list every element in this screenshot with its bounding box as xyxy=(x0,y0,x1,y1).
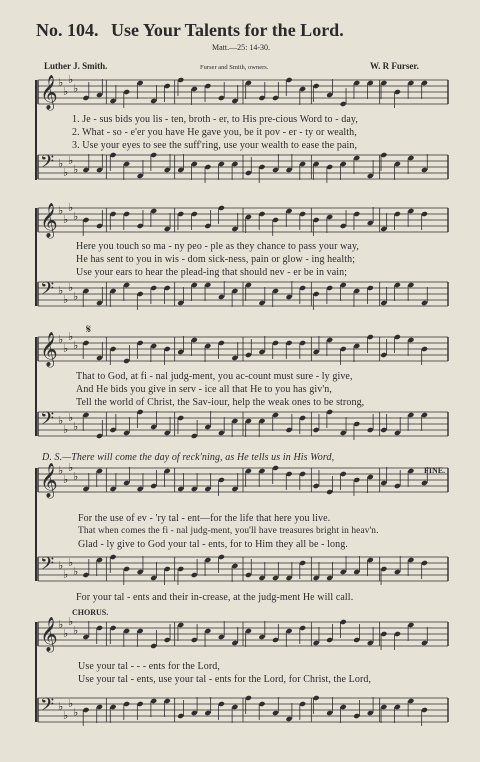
flat-sign-icon: ♭ xyxy=(63,568,69,581)
lyric-line: Tell the world of Christ, the Sav-iour, help the weak ones to be strong, xyxy=(76,397,365,408)
flat-sign-icon: ♭ xyxy=(73,339,79,352)
flat-sign-icon: ♭ xyxy=(73,163,79,176)
flat-sign-icon: ♭ xyxy=(58,76,64,89)
bass-clef-icon: 𝄢 xyxy=(40,152,55,177)
flat-sign-icon: ♭ xyxy=(63,627,69,640)
flat-sign-icon: ♭ xyxy=(58,284,64,297)
treble-clef-icon: 𝄞 xyxy=(40,75,58,110)
flat-sign-icon: ♭ xyxy=(58,333,64,346)
flat-sign-icon: ♭ xyxy=(73,290,79,303)
bass-clef-icon: 𝄢 xyxy=(40,409,55,434)
flat-sign-icon: ♭ xyxy=(68,461,74,474)
lyric-line: 3. Use your eyes to see the suff'ring, use your wealth to ease the pain, xyxy=(72,140,358,151)
lyric-line: Use your tal - - - ents for the Lord, xyxy=(78,661,220,672)
treble-clef-icon: 𝄞 xyxy=(40,332,58,367)
lyric-line: And He bids you give in serv - ice all that He to you has giv'n, xyxy=(76,384,332,395)
flat-sign-icon: ♭ xyxy=(58,464,64,477)
flat-sign-icon: ♭ xyxy=(68,154,74,167)
flat-sign-icon: ♭ xyxy=(68,281,74,294)
lyric-line: That to God, at fi - nal judg-ment, you ac-count must sure - ly give, xyxy=(76,371,353,382)
flat-sign-icon: ♭ xyxy=(68,556,74,569)
lyric-line: He has sent to you in wis - dom sick-ness, pain or glow - ing health; xyxy=(76,254,356,265)
flat-sign-icon: ♭ xyxy=(68,201,74,214)
bass-clef-icon: 𝄢 xyxy=(40,554,55,579)
flat-sign-icon: ♭ xyxy=(63,423,69,436)
lyric-line: 1. Je - sus bids you lis - ten, broth - er, to His pre-cious Word to - day, xyxy=(72,114,358,125)
segno-sign: 𝄋 xyxy=(86,322,92,336)
treble-clef-icon: 𝄞 xyxy=(40,617,58,652)
chorus-label: CHORUS. xyxy=(72,608,109,617)
flat-sign-icon: ♭ xyxy=(73,210,79,223)
treble-clef-icon: 𝄞 xyxy=(40,463,58,498)
lyric-line: 2. What - so - e'er you have He gave you, be it pov - er - ty or wealth, xyxy=(72,127,357,138)
flat-sign-icon: ♭ xyxy=(58,700,64,713)
fine-mark: FINE. xyxy=(424,466,446,475)
flat-sign-icon: ♭ xyxy=(68,697,74,710)
flat-sign-icon: ♭ xyxy=(58,204,64,217)
flat-sign-icon: ♭ xyxy=(63,213,69,226)
bass-clef-icon: 𝄢 xyxy=(40,695,55,720)
flat-sign-icon: ♭ xyxy=(63,85,69,98)
flat-sign-icon: ♭ xyxy=(68,411,74,424)
hymn-number: No. 104. xyxy=(36,20,99,40)
lyric-line: Here you touch so ma - ny peo - ple as they chance to pass your way, xyxy=(76,241,360,252)
bass-clef-icon: 𝄢 xyxy=(40,279,55,304)
flat-sign-icon: ♭ xyxy=(73,624,79,637)
hymn-title: Use Your Talents for the Lord. xyxy=(111,20,344,40)
flat-sign-icon: ♭ xyxy=(68,615,74,628)
flat-sign-icon: ♭ xyxy=(63,473,69,486)
lyric-line: Glad - ly give to God your tal - ents, for to Him they all be - long. xyxy=(78,539,348,550)
treble-clef-icon: 𝄞 xyxy=(40,203,58,238)
scripture-reference: Matt.—25: 14-30. xyxy=(212,43,270,52)
lyric-line: That when comes the fi - nal judg-ment, you'll have treasures bright in heav'n. xyxy=(78,526,379,536)
copyright-credit: Furser and Smith, owners. xyxy=(200,64,269,71)
composer-credit: W. R Furser. xyxy=(370,61,419,71)
lyric-line: Use your tal - ents, use your tal - ents for the Lord, for Christ, the Lord, xyxy=(78,674,372,685)
flat-sign-icon: ♭ xyxy=(63,293,69,306)
flat-sign-icon: ♭ xyxy=(58,157,64,170)
author-credit: Luther J. Smith. xyxy=(44,61,108,71)
flat-sign-icon: ♭ xyxy=(73,420,79,433)
ds-lyric-line: D. S.—There will come the day of reck'ning, as He tells us in His Word, xyxy=(42,452,335,463)
flat-sign-icon: ♭ xyxy=(63,709,69,722)
flat-sign-icon: ♭ xyxy=(58,559,64,572)
flat-sign-icon: ♭ xyxy=(58,618,64,631)
flat-sign-icon: ♭ xyxy=(73,82,79,95)
flat-sign-icon: ♭ xyxy=(63,342,69,355)
flat-sign-icon: ♭ xyxy=(58,414,64,427)
flat-sign-icon: ♭ xyxy=(73,565,79,578)
lyric-line: For the use of ev - 'ry tal - ent—for the life that here you live. xyxy=(78,513,331,524)
lyric-line: Use your ears to hear the plead-ing that should nev - er be in vain; xyxy=(76,267,348,278)
bass-lyric-line: For your tal - ents and their in-crease, at the judg-ment He will call. xyxy=(76,592,354,603)
flat-sign-icon: ♭ xyxy=(63,166,69,179)
flat-sign-icon: ♭ xyxy=(73,706,79,719)
flat-sign-icon: ♭ xyxy=(68,73,74,86)
flat-sign-icon: ♭ xyxy=(73,470,79,483)
flat-sign-icon: ♭ xyxy=(68,330,74,343)
